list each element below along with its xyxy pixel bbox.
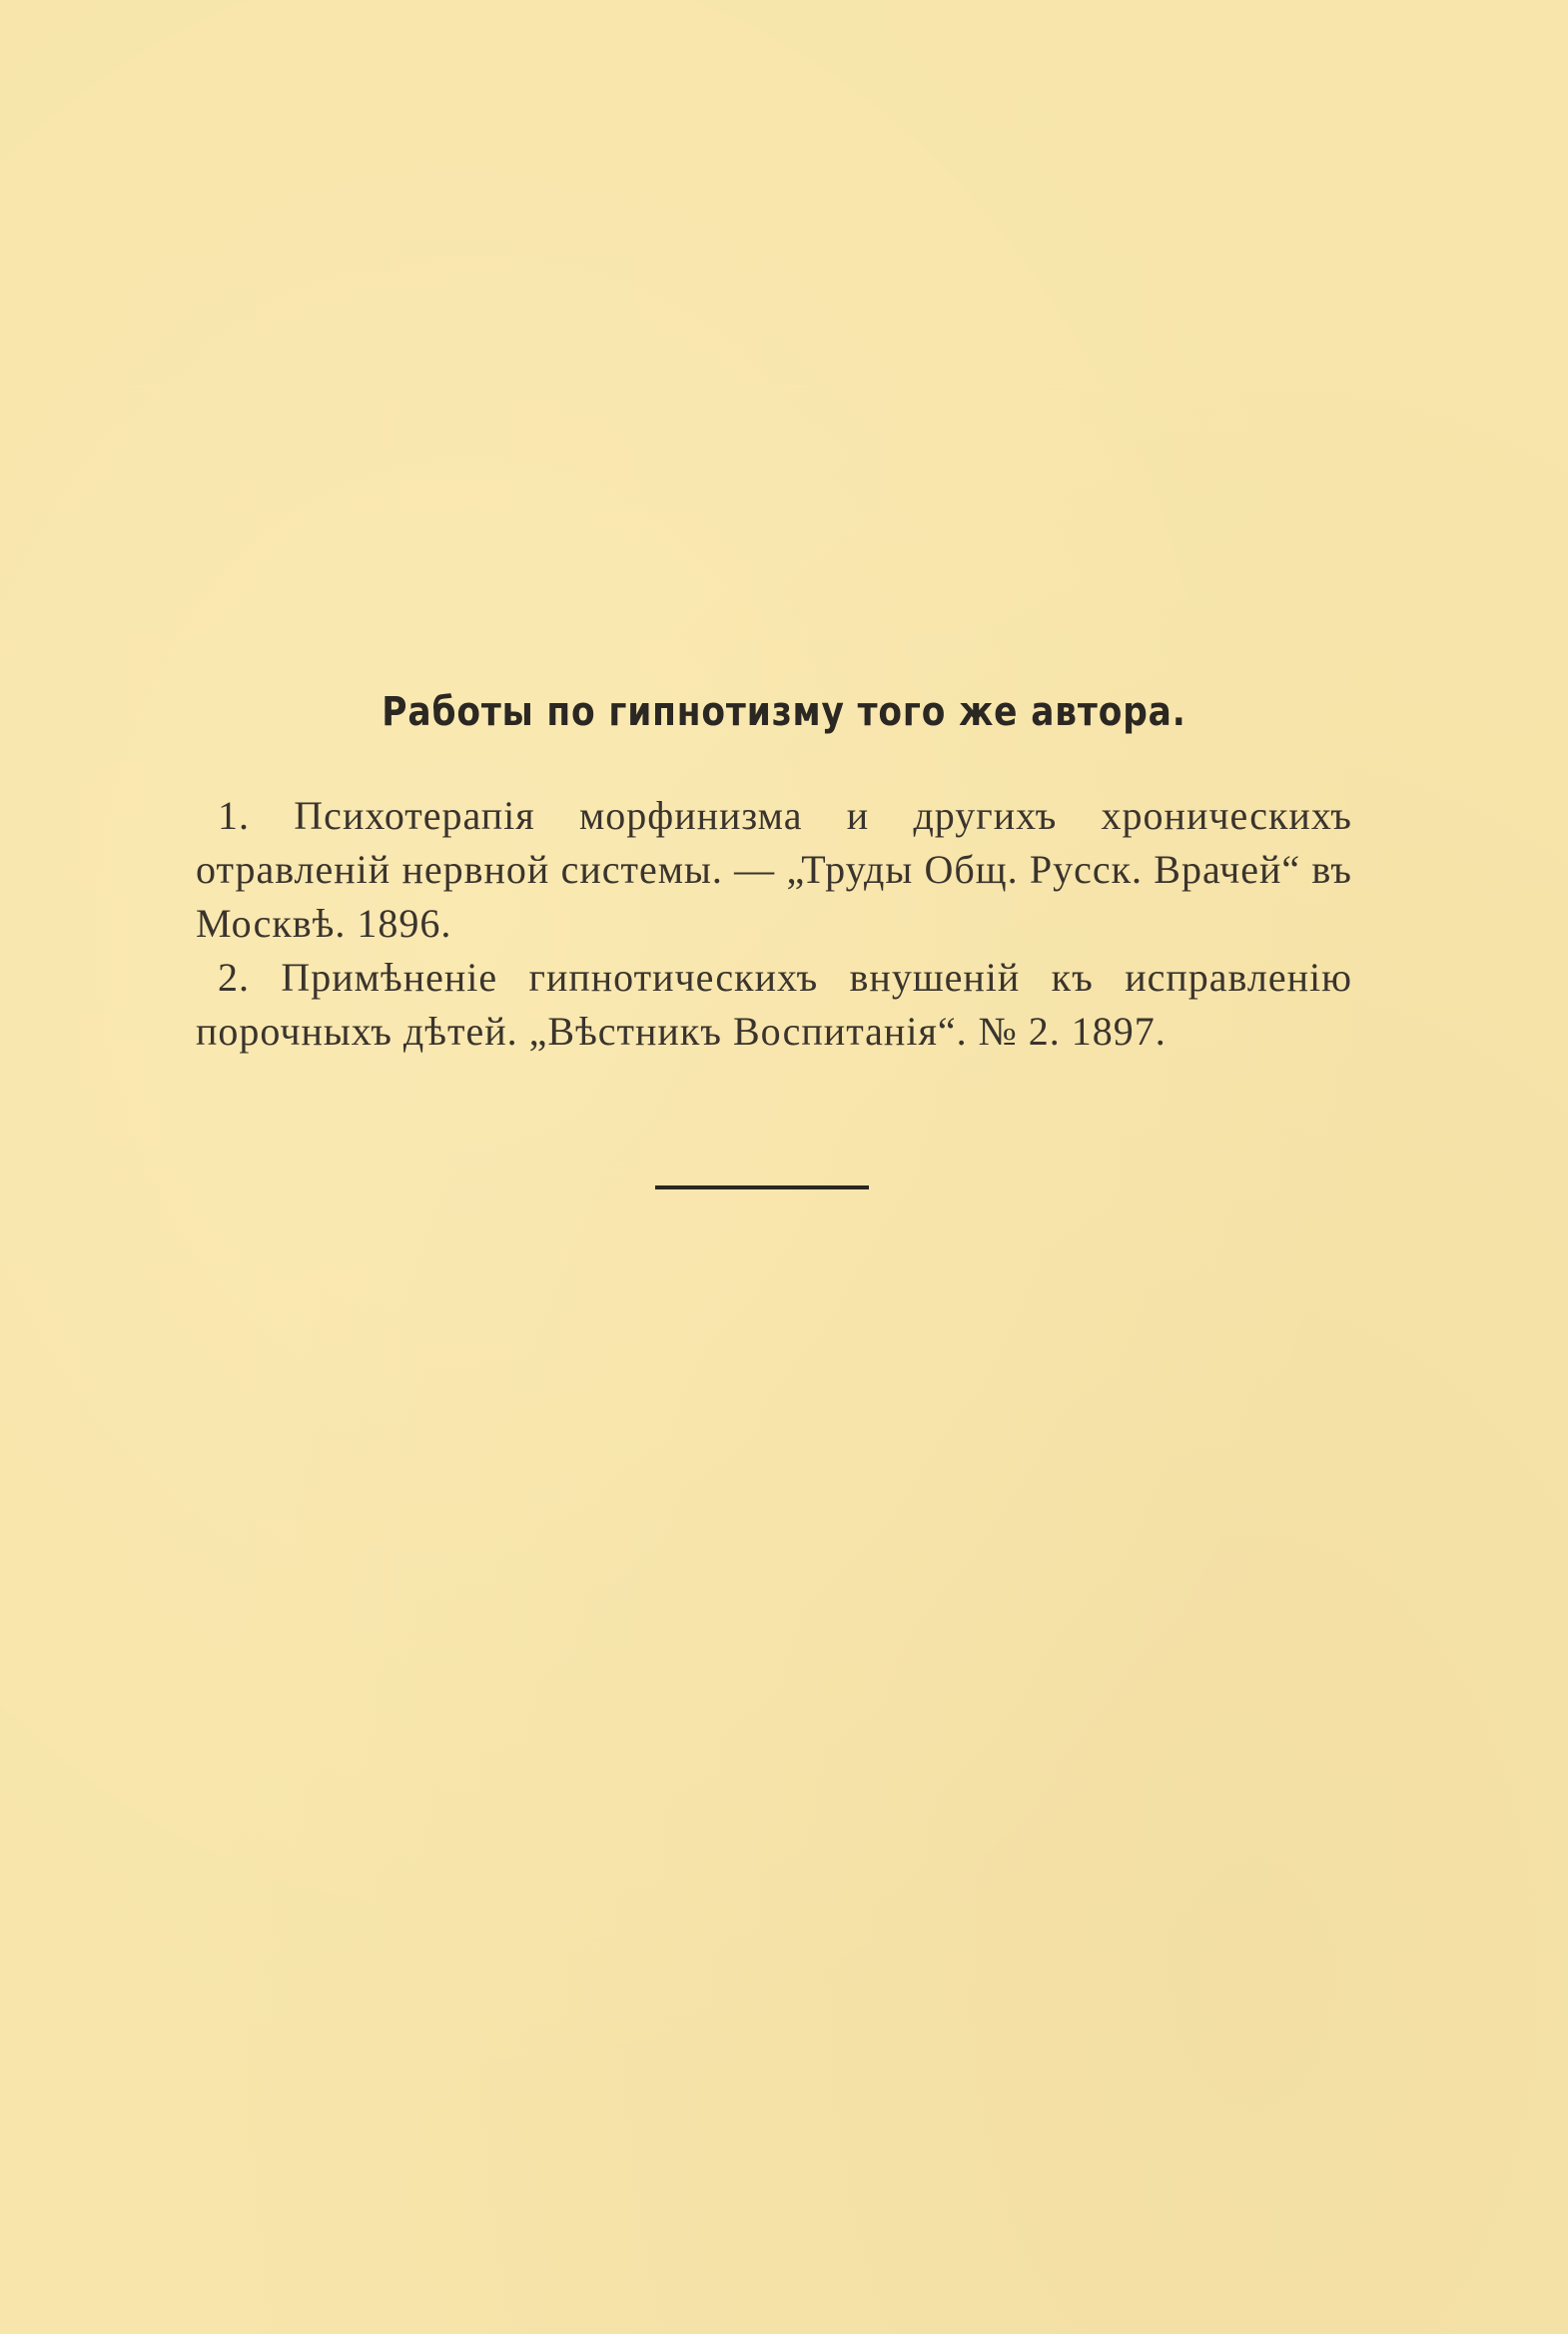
divider-rule: [655, 1185, 869, 1189]
works-list: [196, 789, 1352, 1059]
list-item: 1. Психотерапія морфинизма и другихъ хроническихъ отравленій нервной системы. — „Труды Общ. Русск. Врачей“ въ Москвѣ. 1896.: [196, 793, 1352, 946]
list-item: 2. Примѣненіе гипнотическихъ внушеній къ исправленію порочныхъ дѣтей. „Вѣстникъ Воспитанія“. № 2. 1897.: [196, 955, 1352, 1054]
page-heading: Работы по гипнотизму того же автора.: [382, 689, 1186, 735]
